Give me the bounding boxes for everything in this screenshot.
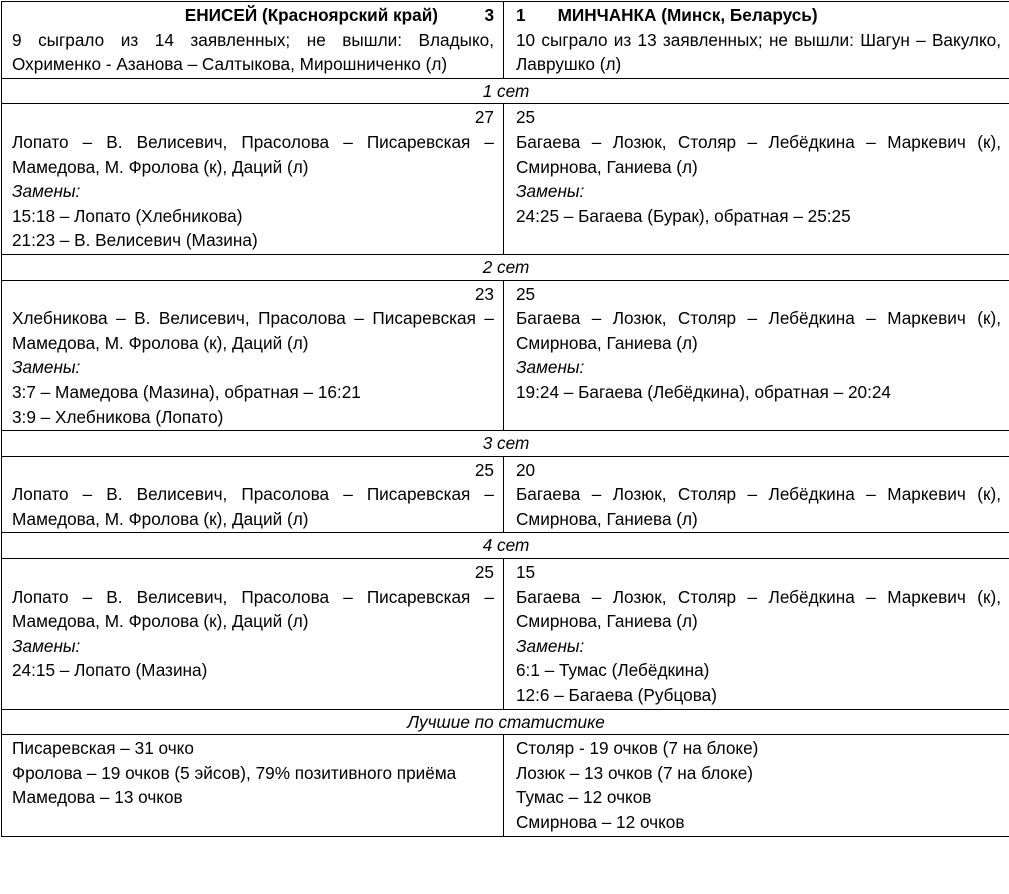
home-lineup: Хлебникова – В. Велисевич, Прасолова – Писаревская – Мамедова, М. Фролова (к), Даций (л) — [12, 308, 494, 353]
home-team-score: 3 — [484, 5, 494, 25]
set-title: 2 сет — [2, 254, 1009, 280]
match-report-table — [1, 1, 1009, 837]
set-row — [2, 104, 1009, 255]
home-team-name: ЕНИСЕЙ (Красноярский край) — [184, 5, 438, 25]
away-best-item: Столяр - 19 очков (7 на блоке) — [516, 738, 759, 759]
away-lineup: Багаева – Лозюк, Столяр – Лебёдкина – Маркевич (к), Смирнова, Ганиева (л) — [516, 484, 1001, 529]
set-title-row — [2, 533, 1009, 559]
home-subs-label: Замены: — [12, 635, 81, 656]
home-set-points: 23 — [474, 283, 494, 304]
set-title-row — [2, 431, 1009, 457]
away-best-cell — [504, 735, 1009, 836]
home-lineup: Лопато – В. Велисевич, Прасолова – Писаревская – Мамедова, М. Фролова (к), Даций (л) — [12, 484, 494, 529]
home-team-heading — [12, 3, 494, 28]
away-team-score: 1 — [516, 5, 526, 25]
set-title: 4 сет — [2, 533, 1009, 559]
away-lineup: Багаева – Лозюк, Столяр – Лебёдкина – Маркевич (к), Смирнова, Ганиева (л) — [516, 586, 1001, 632]
set-row — [2, 456, 1009, 533]
away-set-cell — [504, 280, 1009, 431]
home-sub-item: 3:9 – Хлебникова (Лопато) — [12, 406, 224, 427]
away-sub-item: 6:1 – Тумас (Лебёдкина) — [516, 660, 710, 681]
away-subs-label: Замены: — [516, 635, 585, 656]
away-set-points: 20 — [516, 459, 536, 480]
away-best-item: Лозюк – 13 очков (7 на блоке) — [516, 762, 753, 783]
away-set-points: 25 — [516, 107, 536, 128]
best-title-row — [2, 709, 1009, 735]
away-lineup: Багаева – Лозюк, Столяр – Лебёдкина – Маркевич (к), Смирнова, Ганиева (л) — [516, 308, 1001, 353]
away-set-cell — [504, 456, 1009, 533]
home-best-item: Мамедова – 13 очков — [12, 787, 183, 808]
home-roster: 9 сыграло из 14 заявленных; не вышли: Владыко, Охрименко - Азанова – Салтыкова, Мирошниченко (л) — [12, 29, 494, 75]
set-row — [2, 280, 1009, 431]
home-sub-item: 21:23 – В. Велисевич (Мазина) — [12, 230, 258, 251]
home-set-points: 25 — [474, 459, 494, 480]
home-best-cell — [2, 735, 504, 836]
home-set-cell — [2, 280, 504, 431]
set-title-row — [2, 78, 1009, 104]
home-set-cell — [2, 559, 504, 710]
home-lineup: Лопато – В. Велисевич, Прасолова – Писаревская – Мамедова, М. Фролова (к), Даций (л) — [12, 586, 494, 632]
best-row — [2, 735, 1009, 836]
away-team-cell — [504, 2, 1009, 79]
away-team-name: МИНЧАНКА (Минск, Беларусь) — [557, 5, 818, 25]
home-set-cell — [2, 104, 504, 255]
home-subs-label: Замены: — [12, 357, 81, 378]
away-lineup: Багаева – Лозюк, Столяр – Лебёдкина – Маркевич (к), Смирнова, Ганиева (л) — [516, 131, 1001, 177]
home-team-cell — [2, 2, 504, 79]
home-set-cell — [2, 456, 504, 533]
set-title-row — [2, 254, 1009, 280]
away-set-points: 25 — [516, 283, 536, 304]
away-team-heading — [516, 3, 1001, 28]
away-set-cell — [504, 104, 1009, 255]
away-sub-item: 12:6 – Багаева (Рубцова) — [516, 685, 717, 706]
away-best-item: Тумас – 12 очков — [516, 787, 652, 808]
away-sub-item: 19:24 – Багаева (Лебёдкина), обратная – 20:24 — [516, 381, 891, 402]
away-sub-item: 24:25 – Багаева (Бурак), обратная – 25:25 — [516, 205, 851, 226]
set-title: 1 сет — [2, 78, 1009, 104]
away-subs-label: Замены: — [516, 181, 585, 202]
set-row — [2, 559, 1009, 710]
home-sub-item: 3:7 – Мамедова (Мазина), обратная – 16:21 — [12, 381, 361, 402]
home-set-points: 25 — [474, 562, 494, 583]
away-best-item: Смирнова – 12 очков — [516, 812, 685, 832]
home-lineup: Лопато – В. Велисевич, Прасолова – Писаревская – Мамедова, М. Фролова (к), Даций (л) — [12, 131, 494, 177]
home-sub-item: 15:18 – Лопато (Хлебникова) — [12, 205, 243, 226]
home-sub-item: 24:15 – Лопато (Мазина) — [12, 660, 208, 681]
away-subs-label: Замены: — [516, 357, 585, 378]
away-roster: 10 сыграло из 13 заявленных; не вышли: Шагун – Вакулко, Лаврушко (л) — [516, 29, 1001, 75]
teams-header-row — [2, 2, 1009, 79]
away-set-cell — [504, 559, 1009, 710]
home-best-item: Писаревская – 31 очко — [12, 738, 194, 759]
set-title: 3 сет — [2, 431, 1009, 457]
best-title: Лучшие по статистике — [2, 709, 1009, 735]
home-subs-label: Замены: — [12, 181, 81, 202]
home-best-item: Фролова – 19 очков (5 эйсов), 79% позитивного приёма — [12, 762, 457, 783]
away-set-points: 15 — [516, 562, 536, 583]
home-set-points: 27 — [474, 107, 494, 128]
